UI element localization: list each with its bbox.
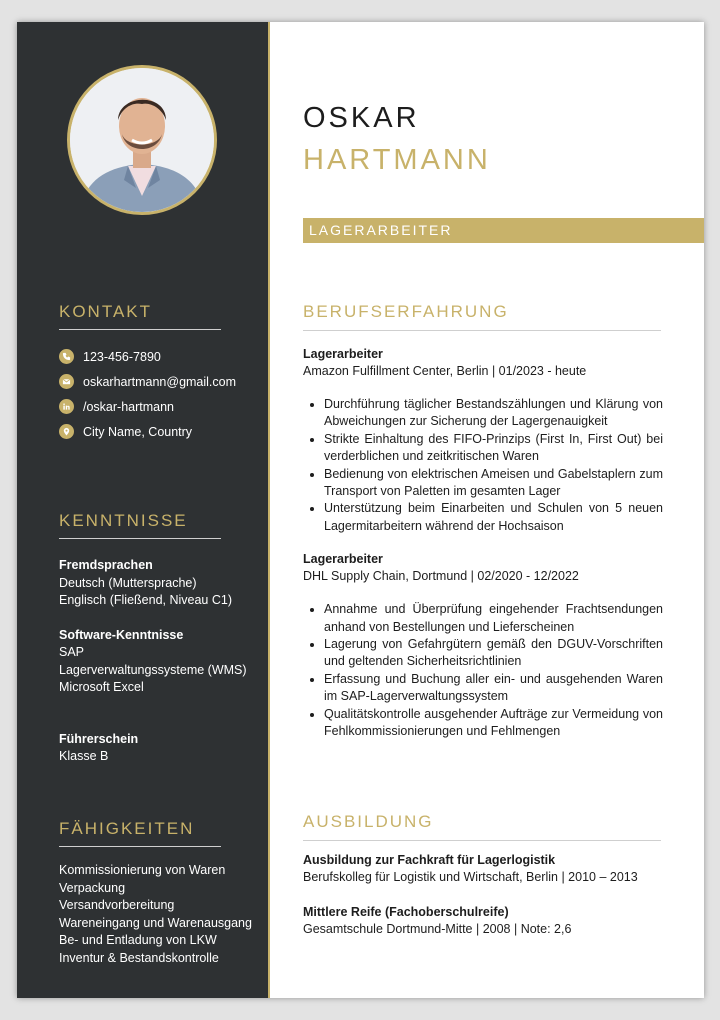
skill-line: Deutsch (Muttersprache): [59, 575, 197, 590]
contact-email-text[interactable]: oskarhartmann@gmail.com: [83, 374, 237, 389]
contact-heading: KONTAKT: [59, 302, 221, 330]
contact-phone-text[interactable]: 123-456-7890: [83, 349, 161, 364]
first-name: OSKAR: [303, 102, 420, 134]
job-bullet: • Unterstützung beim Einarbeiten und Schulen von 5 neuen Lagermitarbeitern während der Hochsaison: [324, 500, 663, 535]
contact-email: [59, 369, 259, 394]
job-title: Lagerarbeiter: [303, 347, 383, 361]
skill-line: Lagerverwaltungssysteme (WMS): [59, 662, 247, 677]
ability-item: Be- und Entladung von LKW: [59, 933, 217, 947]
job-company: DHL Supply Chain, Dortmund | 02/2020 - 12/2022: [303, 569, 579, 584]
job-bullet: • Durchführung täglicher Bestandszählungen und Klärung von Abweichungen zur Sicherung der Lagergenauigkeit: [324, 396, 663, 431]
linkedin-icon: [59, 399, 74, 414]
job-bullet: • Qualitätskontrolle ausgehender Aufträge zur Vermeidung von Fehlkommissionierungen und Fehlmengen: [324, 706, 663, 741]
job-bullet: • Annahme und Überprüfung eingehender Frachtsendungen anhand von Bestellungen und Lieferscheinen: [324, 601, 663, 636]
experience-section: [303, 302, 663, 741]
job-bullet: • Lagerung von Gefahrgütern gemäß den DGUV-Vorschriften und geltenden Sicherheitsrichtlinien: [324, 636, 663, 671]
ability-item: Verpackung: [59, 880, 126, 895]
education-heading: AUSBILDUNG: [303, 812, 661, 841]
person-portrait-icon: [70, 68, 214, 212]
skill-group-title: Fremdsprachen: [59, 558, 153, 572]
contact-section: [59, 302, 237, 444]
skills-heading: KENNTNISSE: [59, 511, 221, 539]
education-title: Ausbildung zur Fachkraft für Lagerlogistik: [303, 853, 556, 867]
education-entry: [303, 904, 663, 938]
skill-group-title: Führerschein: [59, 731, 139, 746]
contact-linkedin-text[interactable]: /oskar-hartmann: [83, 399, 175, 414]
skill-line: Englisch (Fließend, Niveau C1): [59, 593, 232, 607]
skills-section: [59, 511, 247, 766]
contact-location-text: City Name, Country: [83, 424, 193, 439]
skill-group-software: [59, 627, 264, 697]
resume-page: [17, 22, 704, 998]
contact-list: [59, 344, 259, 444]
contact-phone: [59, 344, 259, 369]
skill-group-languages: [59, 557, 264, 610]
job-entry: [303, 346, 663, 535]
sidebar-divider: [268, 22, 270, 998]
education-entry: [303, 852, 663, 886]
job-title: Lagerarbeiter: [303, 552, 383, 567]
job-bullet: • Bedienung von elektrischen Ameisen und Gabelstaplern zum Transport von Paletten im gesamten Lager: [324, 466, 663, 501]
last-name: HARTMANN: [303, 144, 491, 176]
job-entry: [303, 551, 663, 740]
job-bullets: [303, 396, 663, 535]
phone-icon: [59, 349, 74, 364]
skill-line: SAP: [59, 645, 85, 659]
profile-photo: [67, 65, 217, 215]
education-detail: Berufskolleg für Logistik und Wirtschaft, Berlin | 2010 – 2013: [303, 870, 638, 884]
contact-location: [59, 419, 259, 444]
experience-heading: BERUFSERFAHRUNG: [303, 302, 661, 331]
ability-item: Versandvorbereitung: [59, 898, 175, 912]
job-bullet: • Erfassung und Buchung aller ein- und ausgehenden Waren im SAP-Lagerverwaltungssystem: [324, 671, 663, 706]
ability-item: Inventur & Bestandskontrolle: [59, 950, 219, 965]
job-bullet: • Strikte Einhaltung des FIFO-Prinzips (First In, First Out) bei verderblichen und zeitkritischen Waren: [324, 431, 663, 466]
skill-group-license: [59, 731, 264, 766]
abilities-list: [59, 862, 264, 967]
sidebar: [17, 22, 268, 998]
ability-item: Kommissionierung von Waren: [59, 863, 226, 877]
education-detail: Gesamtschule Dortmund-Mitte | 2008 | Note: 2,6: [303, 922, 572, 936]
mail-icon: [59, 374, 74, 389]
job-company: Amazon Fulfillment Center, Berlin | 01/2023 - heute: [303, 364, 587, 378]
skill-line: Microsoft Excel: [59, 680, 144, 694]
abilities-heading: FÄHIGKEITEN: [59, 819, 221, 847]
education-title: Mittlere Reife (Fachoberschulreife): [303, 905, 509, 919]
job-title-bar: LAGERARBEITER: [303, 218, 704, 243]
contact-linkedin: [59, 394, 259, 419]
location-pin-icon: [59, 424, 74, 439]
abilities-section: [59, 819, 252, 967]
skill-line: Klasse B: [59, 749, 109, 763]
job-bullets: [303, 601, 663, 740]
skill-group-title: Software-Kenntnisse: [59, 627, 184, 642]
education-section: [303, 812, 663, 938]
ability-item: Wareneingang und Warenausgang: [59, 915, 252, 930]
